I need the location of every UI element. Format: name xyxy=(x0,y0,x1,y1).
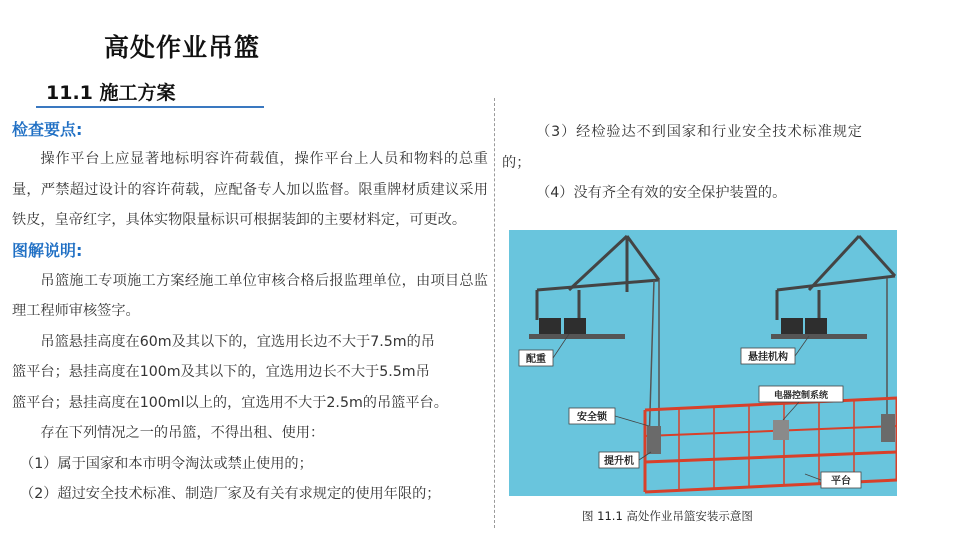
section-underline xyxy=(36,106,264,108)
illustration-paragraph-3: 存在下列情况之一的吊篮，不得出租、使用： xyxy=(40,425,325,441)
figure-labels xyxy=(519,348,861,488)
list-item: （4）没有齐全有效的安全保护装置的。 xyxy=(536,185,787,201)
left-column xyxy=(12,118,488,510)
label-hoist: 提升机 xyxy=(604,456,634,467)
left-counterweight xyxy=(539,318,561,336)
label-electric-control: 电器控制系统 xyxy=(773,391,829,401)
right-suspension-mechanism xyxy=(777,236,895,320)
label-suspension: 悬挂机构 xyxy=(748,352,788,363)
paragraph-2-line-1: 吊篮悬挂高度在60m及其以下的，宜选用长边不大于7.5m的吊 xyxy=(40,333,435,350)
electric-control-box xyxy=(773,420,789,440)
check-points-heading: 检查要点: xyxy=(12,120,83,139)
column-divider xyxy=(494,98,495,528)
illustration-heading: 图解说明: xyxy=(12,240,83,260)
figure-caption: 图 11.1 高处作业吊篮安装示意图 xyxy=(582,509,753,523)
label-safety-lock: 安全锁 xyxy=(577,412,607,423)
left-suspension-mechanism xyxy=(537,236,659,320)
label-platform: 平台 xyxy=(831,476,851,487)
right-column xyxy=(502,117,862,209)
paragraph-2-line-2: 篮平台；悬挂高度在100m及其以下的，宜选用边长不大于5.5m吊 xyxy=(12,364,430,380)
left-counterweight xyxy=(564,318,586,336)
right-counterweight xyxy=(781,318,803,336)
right-counterweight xyxy=(805,318,827,336)
slide-title: 高处作业吊篮 xyxy=(104,33,261,62)
illustration-paragraph-1: 吊篮施工专项施工方案经施工单位审核合格后报监理单位，由项目总监理工程师审核签字。 xyxy=(12,272,488,319)
hoist-motor xyxy=(881,414,895,442)
check-points-text: 操作平台上应显著地标明容许荷载值，操作平台上人员和物料的总重量，严禁超过设计的容许荷载，应配备专人加以监督。限重牌材质建议采用铁皮，皇帝红字，具体实物限量标识可根据装卸的主要材料定，可更改。 xyxy=(12,151,488,228)
label-counterweight: 配重 xyxy=(526,354,546,365)
gondola-illustration xyxy=(509,230,897,496)
list-item: （3）经检验达不到国家和行业安全技术标准规定的； xyxy=(502,124,862,171)
section-title: 11.1 施工方案 xyxy=(46,82,176,104)
paragraph-2-line-3: 篮平台；悬挂高度在100ml以上的，宜选用不大于2.5m的吊篮平台。 xyxy=(12,394,448,411)
hoist-motor xyxy=(647,426,661,454)
gondola-figure xyxy=(509,230,897,496)
list-item: （2）超过安全技术标准、制造厂家及有关有求规定的使用年限的； xyxy=(20,486,441,502)
illustration-paragraph-2 xyxy=(12,327,488,419)
list-item: （1）属于国家和本市明令淘汰或禁止使用的； xyxy=(20,455,313,472)
